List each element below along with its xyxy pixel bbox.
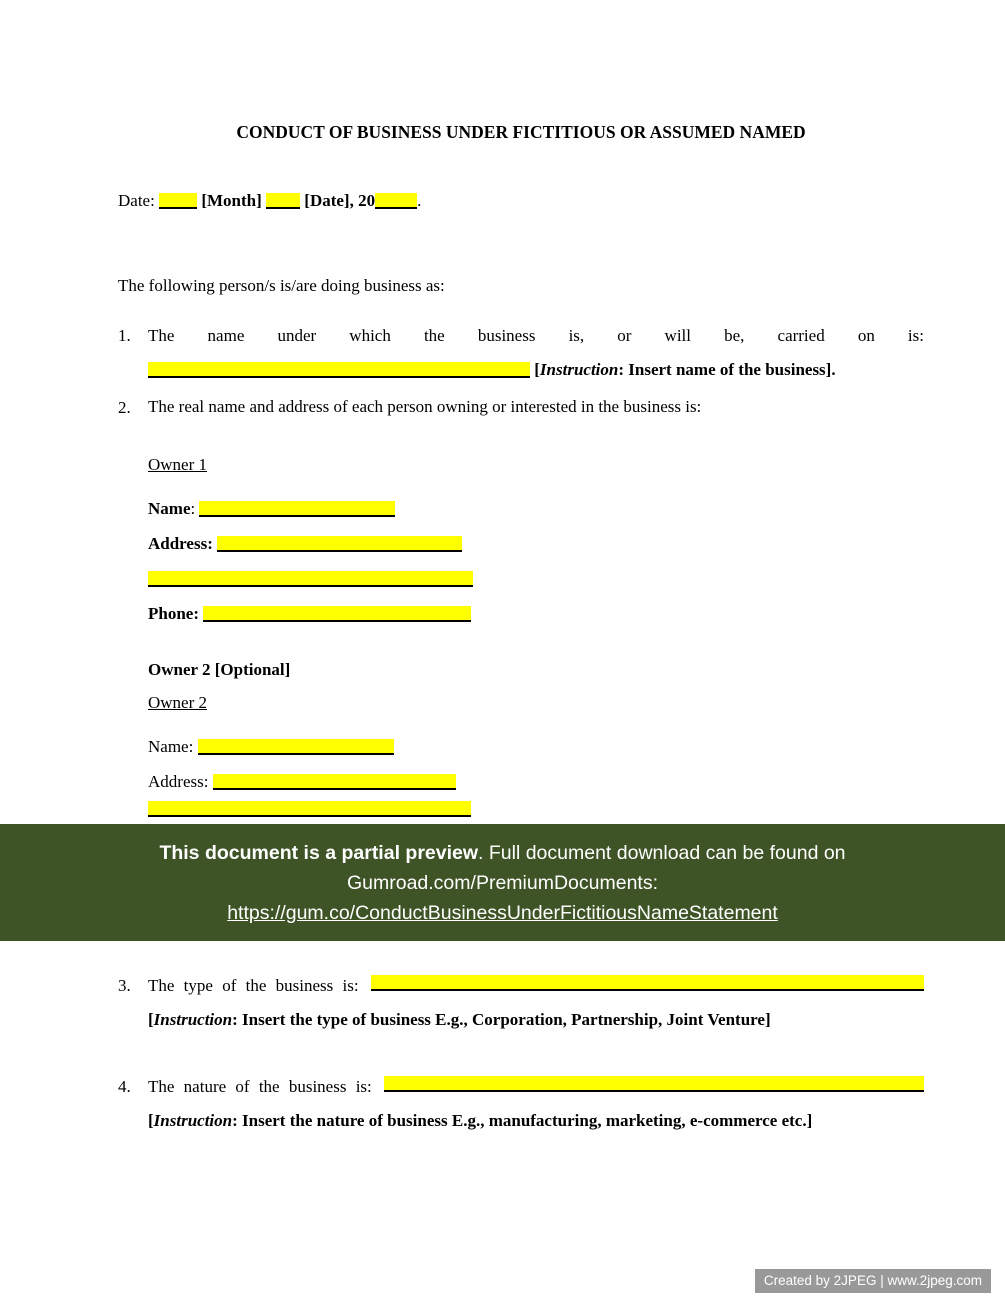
- banner-text-rest: . Full document download can be found on: [478, 842, 846, 864]
- item-3-number: 3.: [118, 976, 131, 995]
- list-item-2: [118, 397, 924, 418]
- owners-section: [148, 454, 924, 815]
- banner-line-1: [0, 838, 1005, 868]
- owner-1-phone-line: [148, 596, 924, 631]
- owner-1-fields: [148, 491, 924, 631]
- item-4-number: 4.: [118, 1077, 131, 1096]
- owner-2-address-label: Address:: [148, 772, 209, 791]
- owner-2-name-blank[interactable]: [198, 739, 394, 755]
- owner-1-address-line-2: [148, 561, 924, 596]
- owner-2-address-blank-1[interactable]: [213, 774, 456, 790]
- item-1-instruction: [Instruction: Insert name of the business].: [534, 360, 836, 379]
- day-label: [Date], 20: [304, 191, 376, 210]
- banner-line-3: [0, 898, 1005, 928]
- item-2-number: 2.: [118, 398, 131, 417]
- item-4-instruction: [Instruction: Insert the nature of business E.g., manufacturing, marketing, e-commerce etc.]: [148, 1111, 813, 1130]
- item-1-number: 1.: [118, 326, 131, 345]
- business-name-blank[interactable]: [148, 362, 530, 378]
- gumroad-link[interactable]: https://gum.co/ConductBusinessUnderFictitiousNameStatement: [227, 902, 778, 924]
- owner-2-fields: [148, 729, 924, 815]
- item-3-body: [148, 975, 924, 996]
- owner-1-address-line: [148, 526, 924, 561]
- document-title: CONDUCT OF BUSINESS UNDER FICTITIOUS OR ASSUMED NAMED: [236, 122, 806, 142]
- list-item-4: [118, 1076, 924, 1097]
- date-period: .: [417, 191, 422, 210]
- owner-1-name-line: [148, 491, 924, 526]
- banner-bold-text: This document is a partial preview: [159, 842, 479, 864]
- owner-1-address-blank-2[interactable]: [148, 571, 473, 587]
- business-type-blank[interactable]: [371, 975, 924, 991]
- month-blank[interactable]: [159, 193, 197, 209]
- owner-2-address-line-2: [148, 799, 924, 815]
- owner-2-address-blank-2[interactable]: [148, 801, 471, 817]
- item-2-text: The real name and address of each person owning or interested in the business is:: [148, 397, 702, 416]
- owner-1-name-label: Name: [148, 499, 191, 518]
- list-item-1: [118, 325, 924, 380]
- owner-2-name-label: Name:: [148, 737, 194, 756]
- item-1-body: [148, 325, 924, 380]
- owner-2-address-line: [148, 764, 924, 799]
- preview-banner: [0, 824, 1005, 941]
- item-2-body: [148, 397, 924, 417]
- item-3-text: The type of the business is:: [148, 976, 359, 995]
- intro-text: The following person/s is/are doing business as:: [118, 276, 445, 295]
- watermark: Created by 2JPEG | www.2jpeg.com: [755, 1269, 991, 1293]
- owner-2-name-line: [148, 729, 924, 764]
- owner-1-name-blank[interactable]: [199, 501, 395, 517]
- date-label: Date:: [118, 191, 155, 210]
- owner-1-heading: Owner 1: [148, 455, 208, 474]
- banner-line-2: Gumroad.com/PremiumDocuments:: [346, 872, 658, 894]
- owner-1-name-colon: :: [190, 499, 196, 518]
- owner-1-phone-label: Phone:: [148, 604, 199, 623]
- owner-1-address-blank-1[interactable]: [217, 536, 462, 552]
- date-line: [118, 190, 924, 211]
- item-4-body: [148, 1076, 924, 1097]
- item-3-instruction: [Instruction: Insert the type of business E.g., Corporation, Partnership, Joint Venture]: [148, 1010, 771, 1029]
- item-1-fill-line: [148, 359, 924, 380]
- item-4-text: The nature of the business is:: [148, 1077, 372, 1096]
- owner-2-optional-heading: Owner 2 [Optional]: [148, 660, 291, 679]
- owner-1-phone-blank[interactable]: [203, 606, 471, 622]
- year-blank[interactable]: [375, 193, 417, 209]
- owner-2-heading: Owner 2: [148, 693, 208, 712]
- business-nature-blank[interactable]: [384, 1076, 924, 1092]
- list-item-3: [118, 975, 924, 996]
- item-1-text: The name under which the business is, or will be, carried on is:: [148, 326, 924, 345]
- owner-1-address-label: Address:: [148, 534, 213, 553]
- bottom-section: [118, 975, 924, 1131]
- day-blank[interactable]: [266, 193, 300, 209]
- month-label: [Month]: [201, 191, 262, 210]
